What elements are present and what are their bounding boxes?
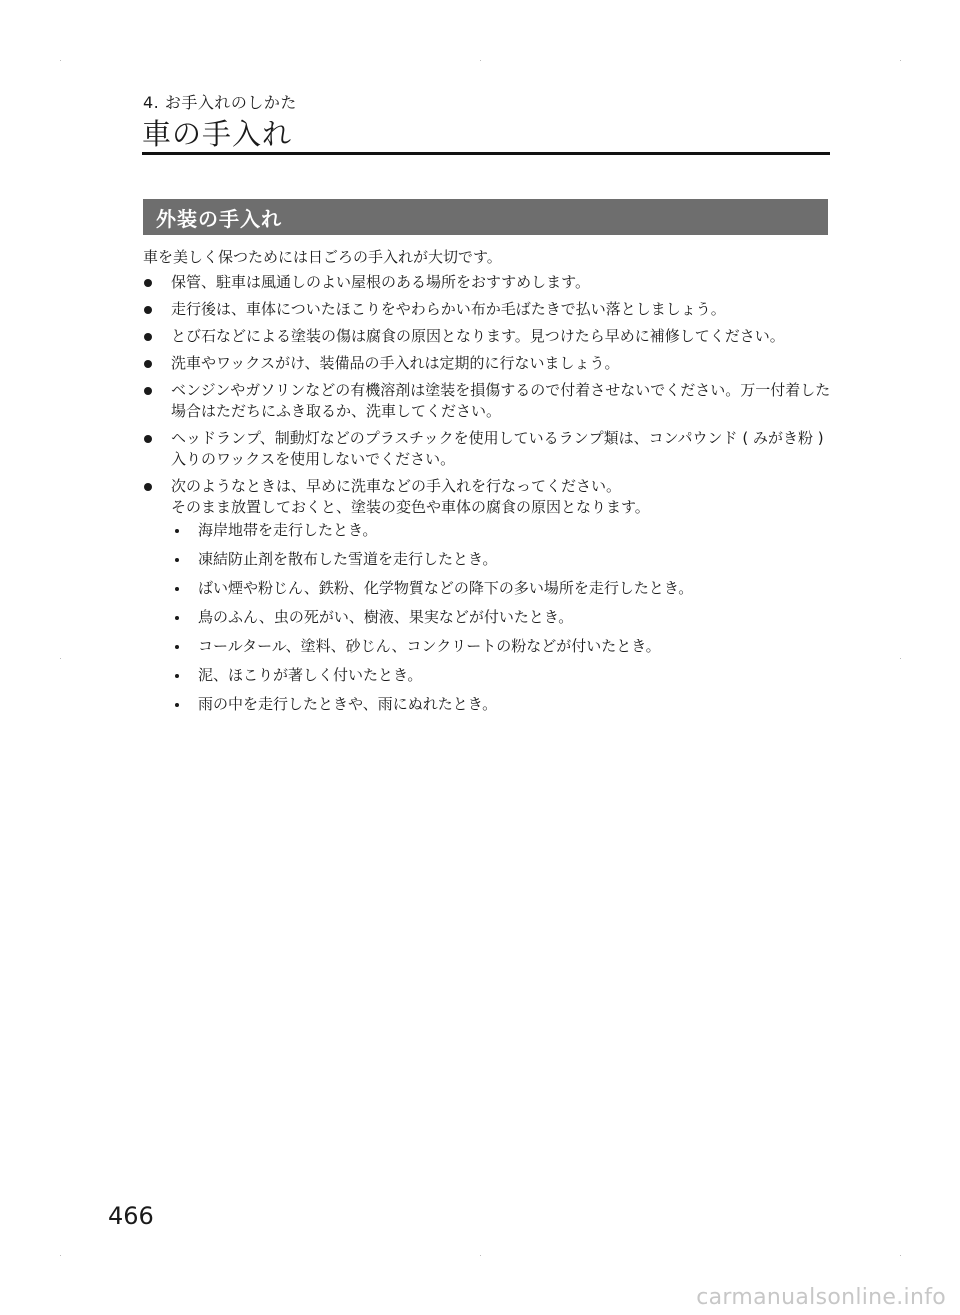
sub-list-item-text: 鳥のふん、虫の死がい、樹液、果実などが付いたとき。 [198, 608, 574, 626]
list-item-continuation: そのまま放置しておくと、塗装の変色や車体の腐食の原因となります。 [171, 498, 650, 516]
bullet-dot-icon [144, 279, 152, 287]
sub-list-item [171, 520, 833, 541]
list-item [143, 299, 833, 320]
list-item [143, 476, 833, 715]
crop-mark [900, 1255, 901, 1256]
title-divider [142, 152, 830, 155]
content-body [143, 247, 833, 723]
sub-list-item [171, 549, 833, 570]
sub-list-item-text: 雨の中を走行したときや、雨にぬれたとき。 [198, 695, 498, 713]
list-item [143, 380, 833, 422]
small-bullet-icon [175, 703, 179, 707]
small-bullet-icon [175, 529, 179, 533]
small-bullet-icon [175, 616, 179, 620]
small-bullet-icon [175, 558, 179, 562]
sub-list-item [171, 665, 833, 686]
sub-list-item-text: 凍結防止剤を散布した雪道を走行したとき。 [198, 550, 498, 568]
crop-mark [60, 1255, 61, 1256]
page-number: 466 [108, 1202, 154, 1230]
list-item [143, 428, 833, 470]
crop-mark [480, 1255, 481, 1256]
small-bullet-icon [175, 674, 179, 678]
page-title: 車の手入れ [142, 117, 293, 151]
sub-list-item [171, 607, 833, 628]
sub-list [171, 520, 833, 715]
bullet-dot-icon [144, 333, 152, 341]
crop-mark [60, 60, 61, 61]
list-item-text: ベンジンやガソリンなどの有機溶剤は塗装を損傷するので付着させないでください。万一付着した場合はただちにふき取るか、洗車してください。 [171, 381, 831, 420]
intro-text: 車を美しく保つためには日ごろの手入れが大切です。 [143, 248, 502, 266]
chapter-heading: 4. お手入れのしかた [143, 93, 297, 112]
list-item [143, 326, 833, 347]
bullet-dot-icon [144, 306, 152, 314]
list-item-text: 走行後は、車体についたほこりをやわらかい布か毛ばたきで払い落としましょう。 [171, 300, 726, 318]
list-item-text: ヘッドランプ、制動灯などのプラスチックを使用しているランプ類は、コンパウンド ( みがき粉 ) 入りのワックスを使用しないでください。 [171, 429, 824, 468]
list-item-text: 保管、駐車は風通しのよい屋根のある場所をおすすめします。 [171, 273, 590, 291]
list-item [143, 272, 833, 293]
crop-mark [60, 658, 61, 659]
bullet-dot-icon [144, 387, 152, 395]
bullet-dot-icon [144, 483, 152, 491]
section-title: 外装の手入れ [156, 207, 282, 231]
bullet-dot-icon [144, 435, 152, 443]
sub-list-item-text: ばい煙や粉じん、鉄粉、化学物質などの降下の多い場所を走行したとき。 [198, 579, 694, 597]
small-bullet-icon [175, 587, 179, 591]
bullet-dot-icon [144, 360, 152, 368]
sub-list-item [171, 636, 833, 657]
list-item-text: 洗車やワックスがけ、装備品の手入れは定期的に行ないましょう。 [171, 354, 620, 372]
list-item-text: とび石などによる塗装の傷は腐食の原因となります。見つけたら早めに補修してください。 [171, 327, 785, 345]
list-item-text: 次のようなときは、早めに洗車などの手入れを行なってください。 [171, 477, 622, 495]
crop-mark [480, 60, 481, 61]
watermark-text: carmanualsonline.info [696, 1285, 946, 1310]
sub-list-item-text: 泥、ほこりが著しく付いたとき。 [198, 666, 423, 684]
sub-list-item-text: 海岸地帯を走行したとき。 [198, 521, 378, 539]
crop-mark [900, 60, 901, 61]
sub-list-item-text: コールタール、塗料、砂じん、コンクリートの粉などが付いたとき。 [198, 637, 661, 655]
list-item [143, 353, 833, 374]
crop-mark [900, 658, 901, 659]
section-header-bar [143, 199, 828, 235]
small-bullet-icon [175, 645, 179, 649]
sub-list-item [171, 694, 833, 715]
sub-list-item [171, 578, 833, 599]
